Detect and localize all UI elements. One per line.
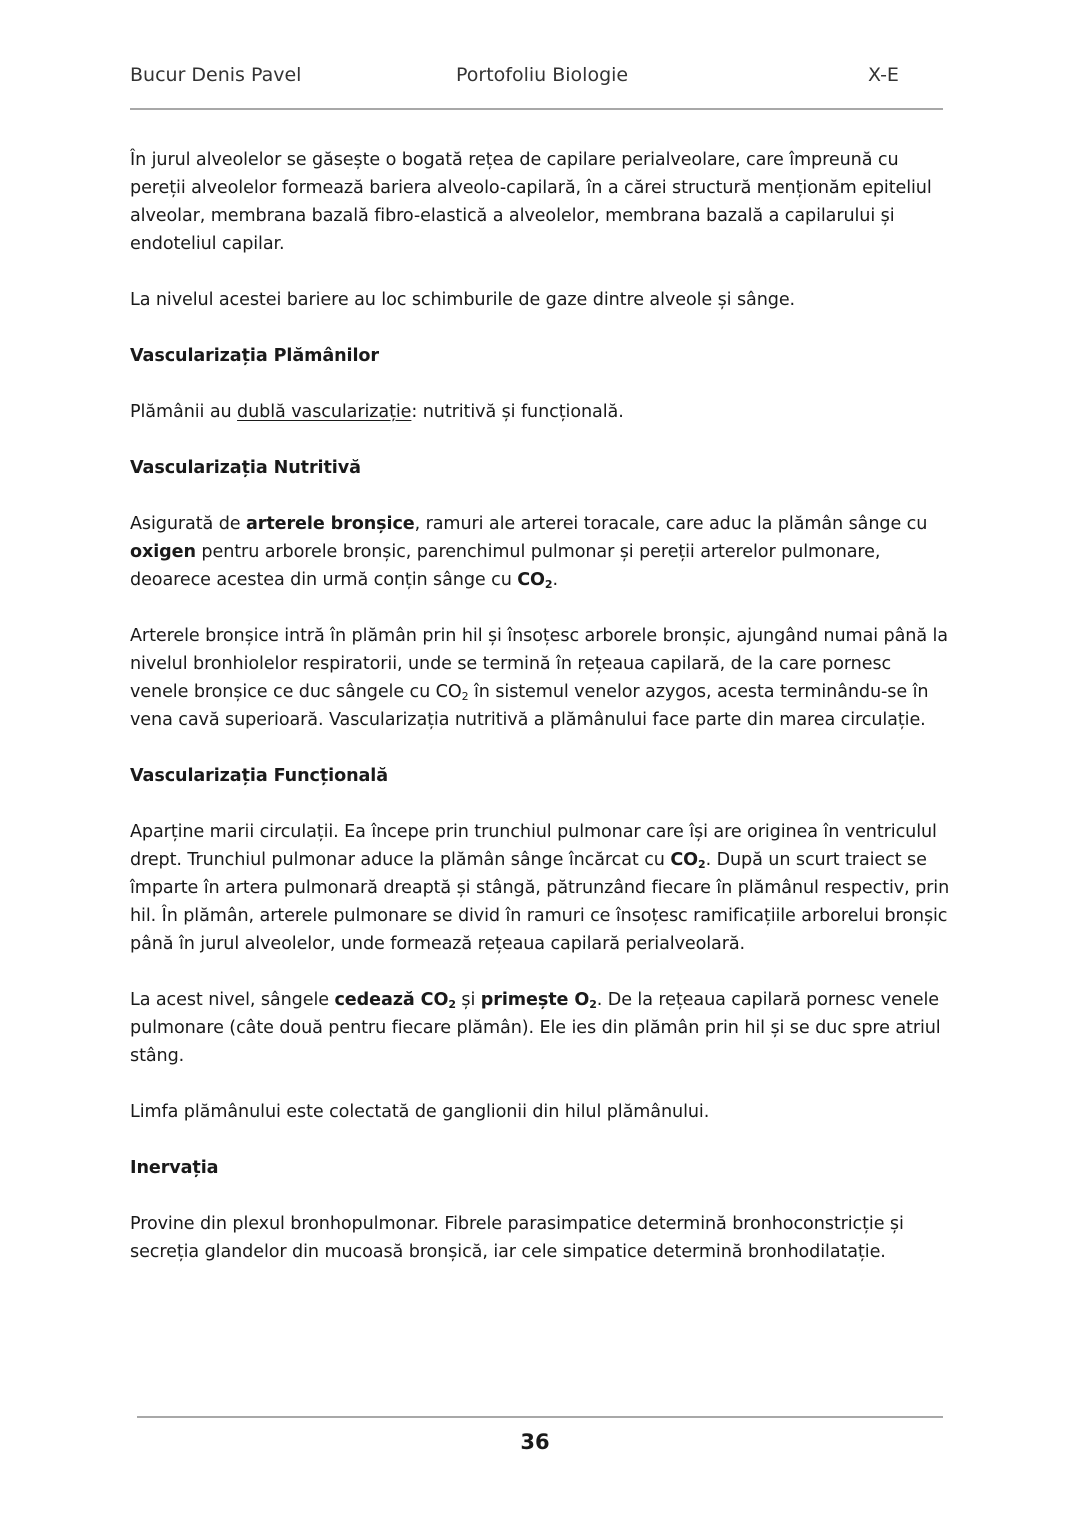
subscript: 2 <box>544 578 553 591</box>
paragraph <box>130 398 952 426</box>
text-run: , ramuri ale arterei toracale, care aduc la plămân sânge cu <box>414 514 928 534</box>
text-run: : nutritivă și funcțională. <box>411 402 624 422</box>
text-run: În jurul alveolelor se găsește o bogată rețea de capilare perialveolare, care împreună cu pereții alveolelor formează bariera alveolo-capilară, în a cărei structură menționăm epiteliul alveolar, membrana bazală fibro-elastică a alveolelor, membrana bazală a capilarului și endoteliul capilar. <box>130 150 932 254</box>
text-run: Vascularizația Nutritivă <box>130 458 361 478</box>
section-heading <box>130 762 952 790</box>
text-run: pentru arborele bronșic, parenchimul pulmonar și pereții arterelor pulmonare, deoarece acestea din urmă conțin sânge cu <box>130 542 881 590</box>
text-run: La nivelul acestei bariere au loc schimburile de gaze dintre alveole și sânge. <box>130 290 796 310</box>
bold-text: CO <box>670 850 699 870</box>
header-class: X-E <box>868 64 899 86</box>
bold-text: primește O <box>480 990 590 1010</box>
text-run: Vascularizația Funcțională <box>130 766 388 786</box>
text-run: . <box>552 570 558 590</box>
text-run: Inervația <box>130 1158 219 1178</box>
paragraph <box>130 146 952 258</box>
paragraph <box>130 818 952 958</box>
footer-divider <box>137 1416 943 1418</box>
header-author: Bucur Denis Pavel <box>130 64 302 86</box>
text-run: și <box>455 990 481 1010</box>
paragraph <box>130 1098 952 1126</box>
header-title: Portofoliu Biologie <box>456 64 629 86</box>
subscript: 2 <box>589 998 597 1011</box>
text-run: Arterele bronșice intră în plămân prin hil și însoțesc arborele bronșic, ajungând numai până la nivelul bronhiolelor respiratorii, unde se termină în rețeaua capilară, de la care pornesc venele bronșice ce duc sângele cu CO <box>130 626 948 702</box>
bold-text: CO <box>517 570 545 590</box>
text-run: în sistemul venelor azygos, acesta terminându-se în vena cavă superioară. Vascularizația nutritivă a plămânului face parte din marea circulație. <box>130 682 929 730</box>
underlined-text: dublă vascularizație <box>237 402 412 422</box>
paragraph <box>130 510 952 594</box>
bold-text: cedează CO <box>334 990 449 1010</box>
document-body <box>130 146 952 1294</box>
bold-text: oxigen <box>130 542 196 562</box>
paragraph <box>130 622 952 734</box>
subscript: 2 <box>448 998 456 1011</box>
page-number: 36 <box>520 1430 550 1454</box>
header-divider <box>130 108 943 110</box>
text-run: Provine din plexul bronhopulmonar. Fibrele parasimpatice determină bronhoconstricție și secreția glandelor din mucoasă bronșică, iar cele simpatice determină bronhodilatație. <box>130 1214 904 1262</box>
text-run: Asigurată de <box>130 514 246 534</box>
subscript: 2 <box>698 858 706 871</box>
text-run: Vascularizația Plămânilor <box>130 346 379 366</box>
bold-text: arterele bronșice <box>245 514 415 534</box>
text-run: Limfa plămânului este colectată de ganglionii din hilul plămânului. <box>130 1102 710 1122</box>
text-run: . De la rețeaua capilară pornesc venele pulmonare (câte două pentru fiecare plămân). Ele ies din plămân prin hil și se duc spre atriul stâng. <box>130 990 941 1066</box>
subscript: 2 <box>461 690 469 703</box>
paragraph <box>130 1210 952 1266</box>
section-heading <box>130 342 952 370</box>
text-run: La acest nivel, sângele <box>130 990 335 1010</box>
text-run: Plămânii au <box>130 402 238 422</box>
section-heading <box>130 454 952 482</box>
section-heading <box>130 1154 952 1182</box>
paragraph <box>130 986 952 1070</box>
text-run: Aparține marii circulații. Ea începe prin trunchiul pulmonar care își are originea în ventriculul drept. Trunchiul pulmonar aduce la plămân sânge încărcat cu <box>130 822 937 870</box>
text-run: . După un scurt traiect se împarte în artera pulmonară dreaptă și stângă, pătrunzând fiecare în plămânul respectiv, prin hil. În plămân, arterele pulmonare se divid în ramuri ce însoțesc ramificațiile arborelui bronșic până în jurul alveolelor, unde formează rețeaua capilară perialveolară. <box>130 850 950 954</box>
paragraph <box>130 286 952 314</box>
